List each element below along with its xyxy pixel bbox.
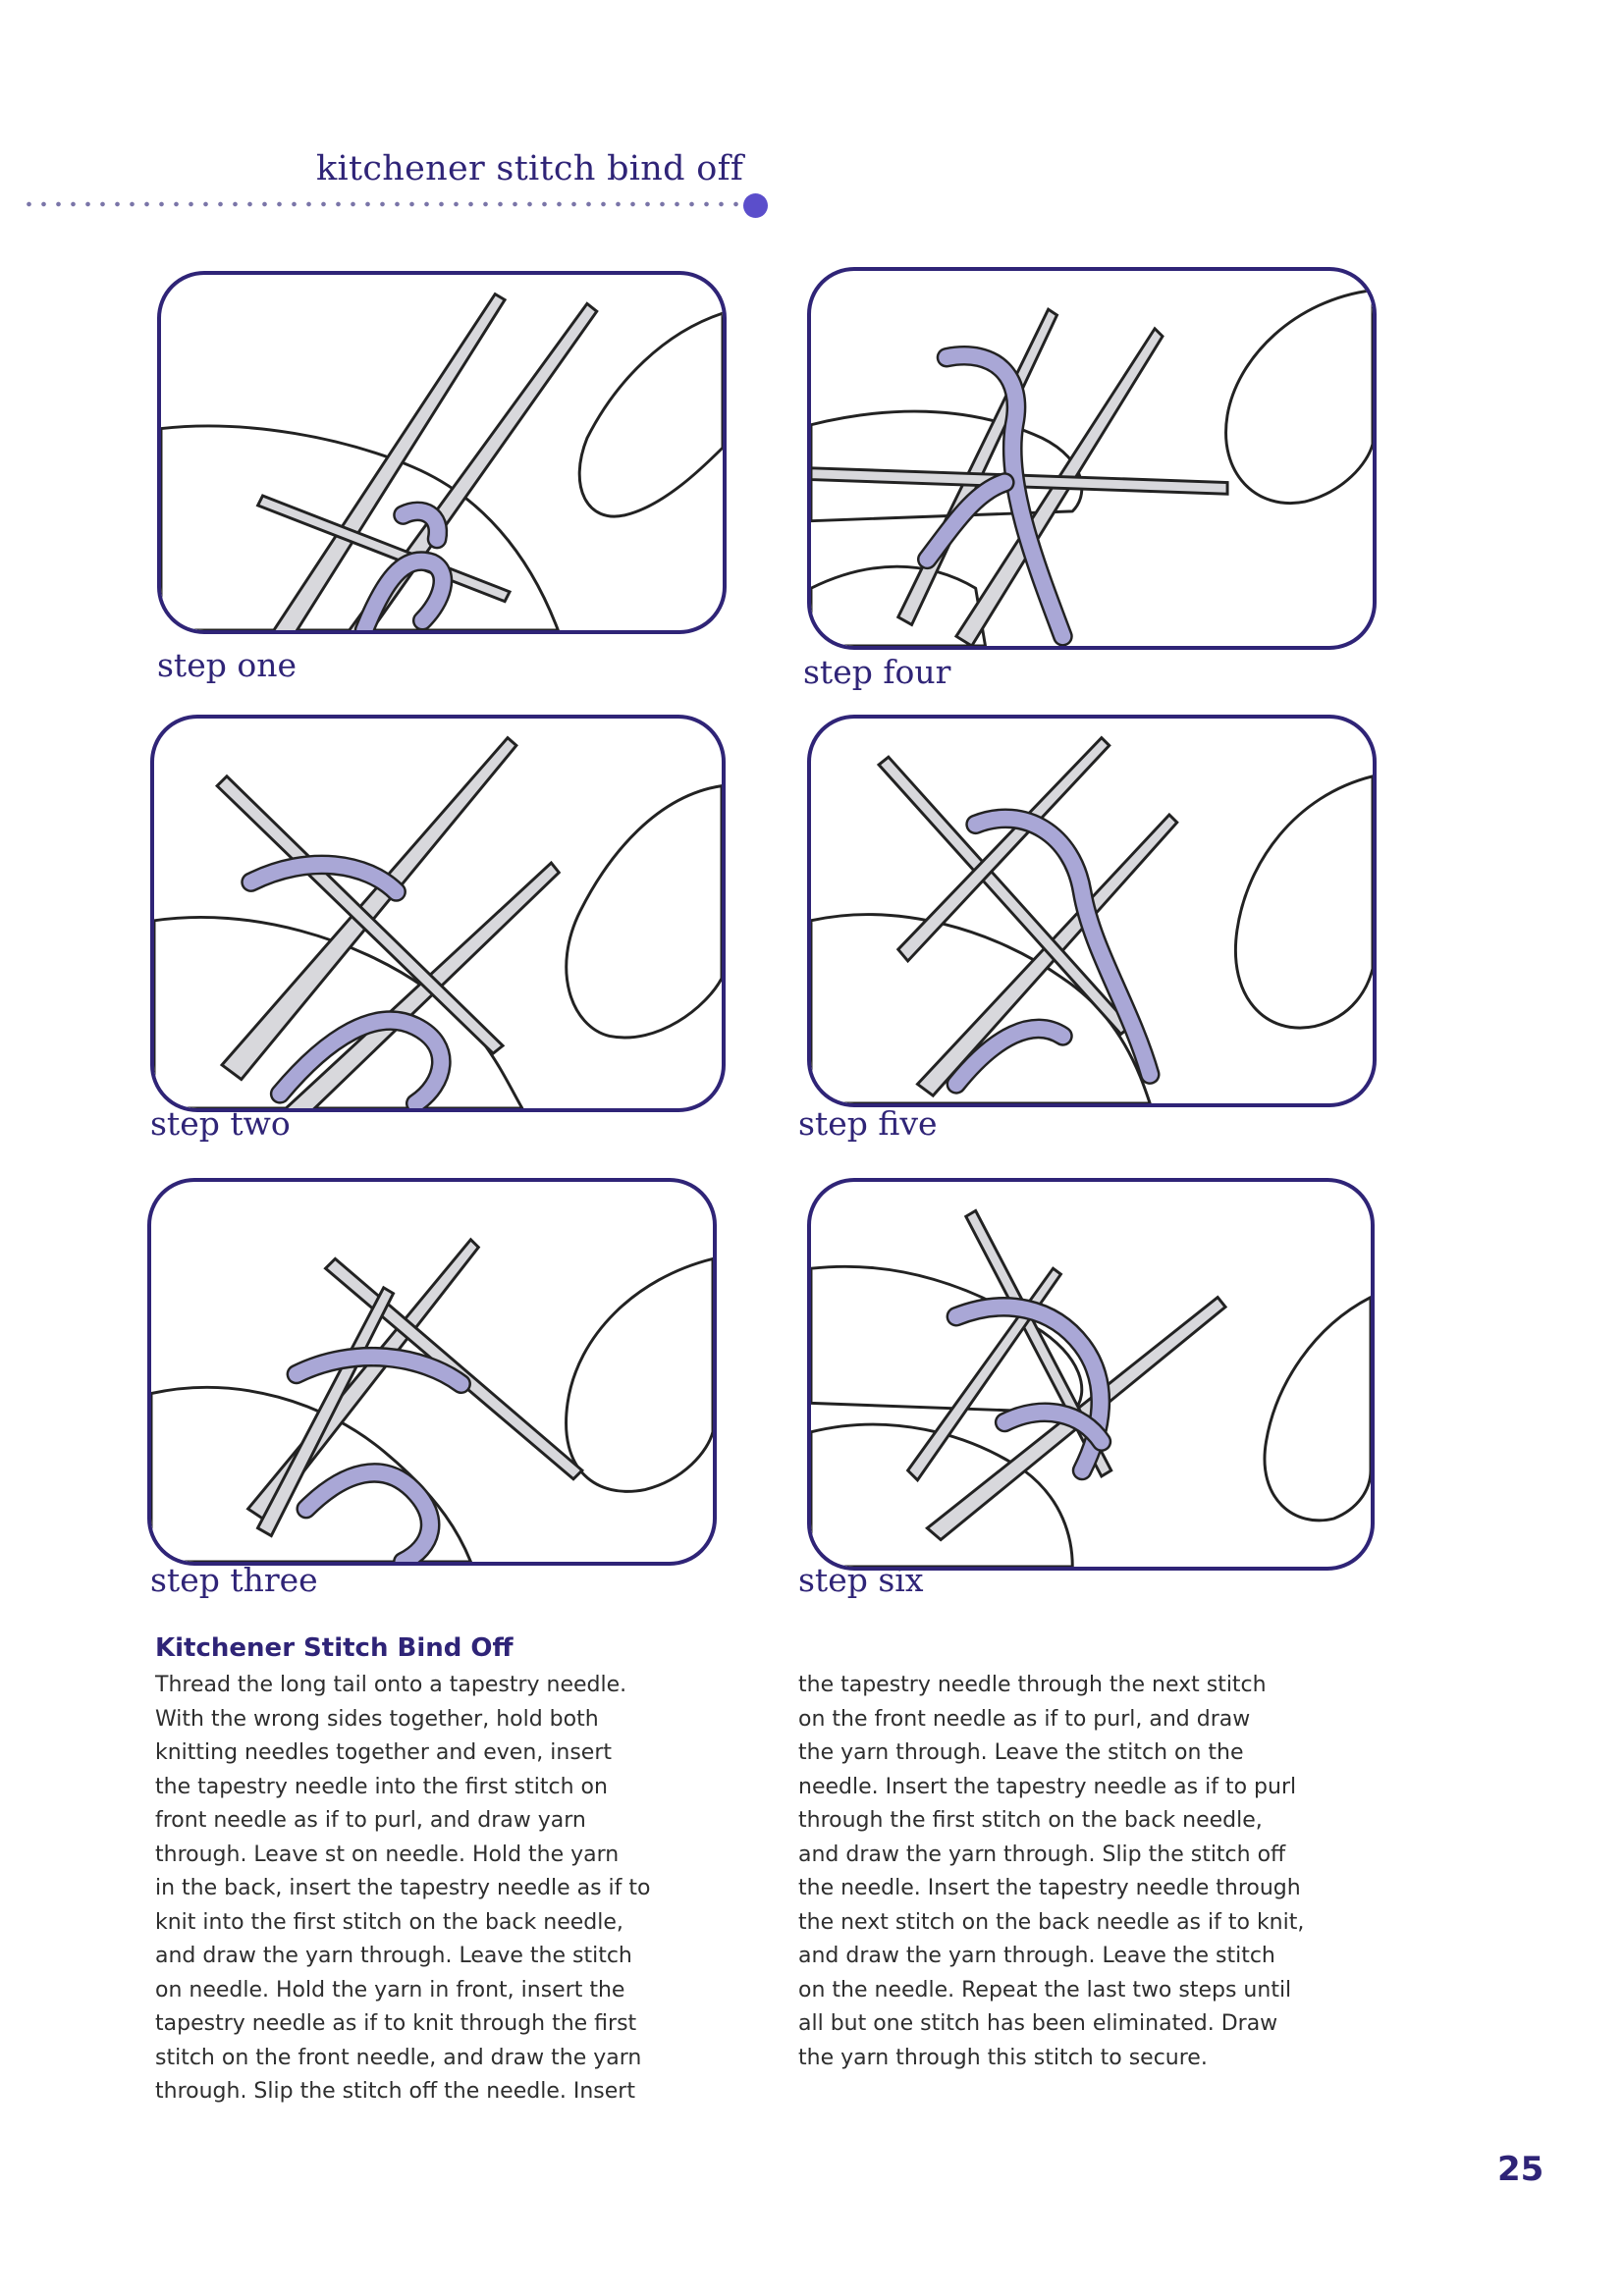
step-four-label: step four [803,653,951,691]
dotted-rule [22,199,758,209]
knitting-needles-icon [811,1182,1371,1567]
illustration-step-two [150,715,726,1112]
knitting-needles-icon [811,719,1373,1103]
instructions-right-column [798,1669,1304,2075]
knitting-needles-icon [811,271,1373,646]
text-line: the next stitch on the back needle as if to knit, [798,1909,1305,1935]
text-line: the needle. Insert the tapestry needle through [798,1876,1301,1900]
text-line: all but one stitch has been eliminated. Draw [798,2011,1278,2036]
text-line: front needle as if to purl, and draw yarn [155,1808,586,1833]
text-line: through the first stitch on the back needle, [798,1808,1263,1833]
illustration-step-one [157,271,727,634]
illustration-step-five [807,715,1377,1107]
text-line: through. Slip the stitch off the needle. Insert [155,2079,635,2104]
knitting-needles-icon [161,275,723,630]
text-line: and draw the yarn through. Leave the stitch [155,1944,632,1968]
text-line: knit into the first stitch on the back needle, [155,1909,623,1935]
text-line: the yarn through. Leave the stitch on the [798,1740,1244,1765]
knitting-needles-icon [154,719,722,1108]
bullet-dot-icon [743,193,768,218]
step-five-label: step five [798,1104,938,1143]
text-line: needle. Insert the tapestry needle as if to purl [798,1774,1297,1799]
step-six-label: step six [798,1561,924,1599]
illustration-step-six [807,1178,1375,1571]
text-line: knitting needles together and even, insert [155,1740,612,1765]
text-line: and draw the yarn through. Slip the stitch off [798,1842,1286,1867]
illustration-step-three [147,1178,717,1566]
text-line: the tapestry needle through the next stitch [798,1673,1267,1697]
step-three-label: step three [150,1561,318,1599]
text-line: through. Leave st on needle. Hold the yarn [155,1842,620,1867]
knitting-needles-icon [151,1182,713,1562]
instructions-left-column [155,1669,650,2109]
section-title: kitchener stitch bind off [316,149,744,188]
page-number: 25 [1497,2150,1544,2189]
text-line: the tapestry needle into the first stitch on [155,1774,608,1799]
text-line: Thread the long tail onto a tapestry needle. [155,1673,627,1697]
text-line: stitch on the front needle, and draw the yarn [155,2045,642,2070]
text-line: on the front needle as if to purl, and draw [798,1706,1251,1732]
text-line: on the needle. Repeat the last two steps until [798,1977,1292,2002]
text-line: With the wrong sides together, hold both [155,1706,599,1732]
text-line: on needle. Hold the yarn in front, insert the [155,1977,625,2002]
step-one-label: step one [157,646,297,684]
text-line: tapestry needle as if to knit through the first [155,2011,637,2036]
instructions-heading: Kitchener Stitch Bind Off [155,1633,514,1663]
illustration-step-four [807,267,1377,650]
step-two-label: step two [150,1104,291,1143]
text-line: and draw the yarn through. Leave the stitch [798,1944,1275,1968]
text-line: in the back, insert the tapestry needle as if to [155,1876,651,1900]
text-line: the yarn through this stitch to secure. [798,2045,1208,2070]
